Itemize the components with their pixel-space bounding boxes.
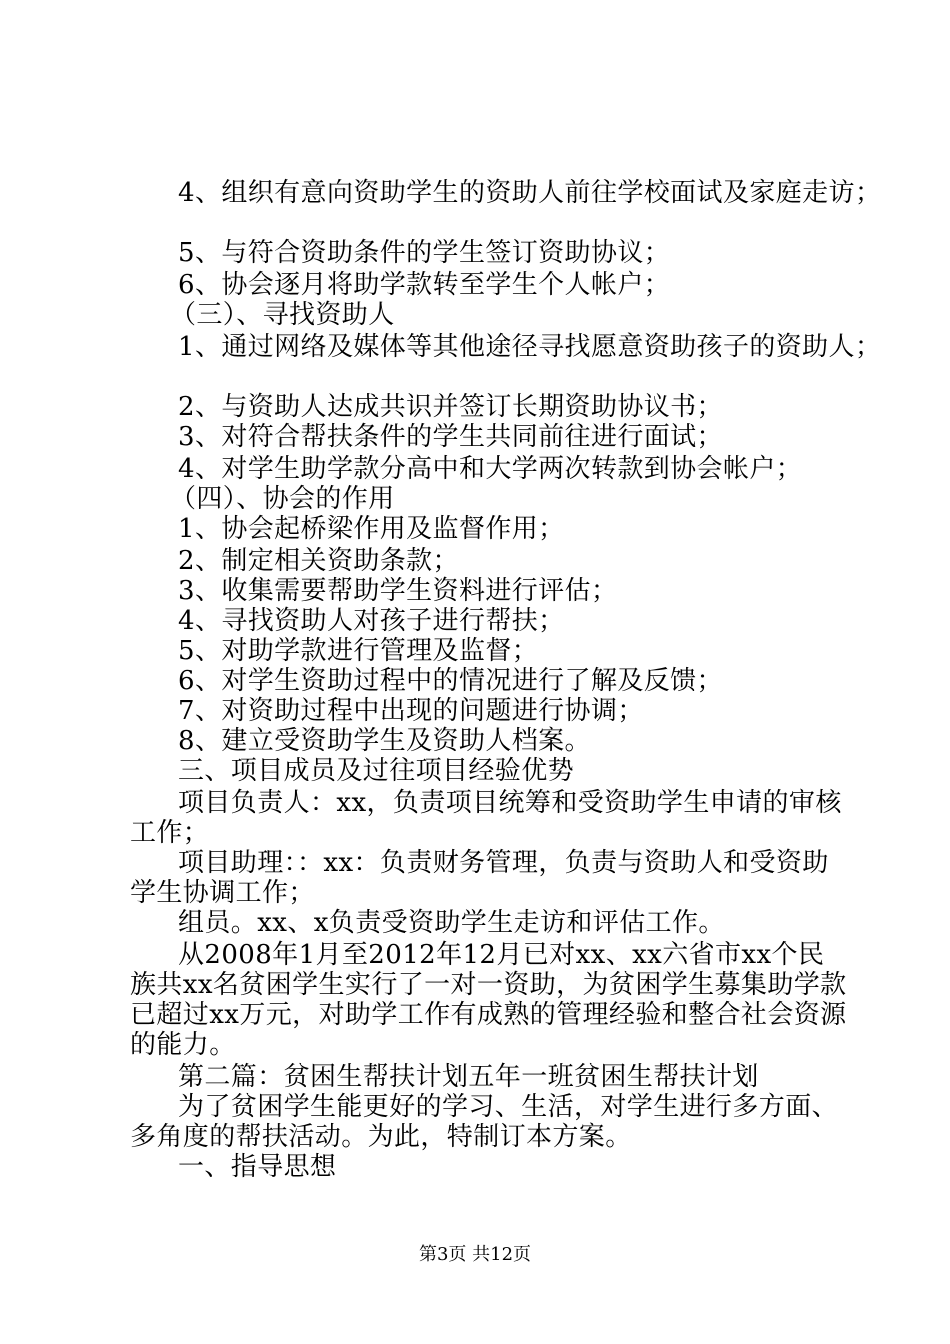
text-line: 6、对学生资助过程中的情况进行了解及反馈；: [178, 666, 723, 696]
text-line: 6、协会逐月将助学款转至学生个人帐户；: [178, 270, 671, 300]
text-line: 组员。xx、x负责受资助学生走访和评估工作。: [178, 908, 725, 938]
text-line: 1、协会起桥梁作用及监督作用；: [178, 514, 565, 544]
page-footer: 第3页 共12页: [418, 1244, 532, 1265]
text-line: 项目负责人：xx，负责项目统筹和受资助学生申请的审核: [178, 788, 842, 818]
text-line: 的能力。: [130, 1030, 236, 1060]
section-heading: （四）、协会的作用: [170, 484, 395, 514]
text-line: 从2008年1月至2012年12月已对xx、xx六省市xx个民: [178, 940, 825, 970]
text-line: 7、对资助过程中出现的问题进行协调；: [178, 696, 644, 726]
section-heading: 三、项目成员及过往项目经验优势: [178, 756, 575, 786]
text-line: 3、收集需要帮助学生资料进行评估；: [178, 576, 618, 606]
text-line: 4、寻找资助人对孩子进行帮扶；: [178, 606, 565, 636]
text-line: 学生协调工作；: [130, 878, 315, 908]
text-line: 2、与资助人达成共识并签订长期资助协议书；: [178, 392, 723, 422]
text-line: 项目助理：：xx：负责财务管理，负责与资助人和受资助: [178, 848, 829, 878]
text-line: 族共xx名贫困学生实行了一对一资助，为贫困学生募集助学款: [130, 970, 847, 1000]
section-heading: 一、指导思想: [178, 1152, 337, 1182]
text-line: 3、对符合帮扶条件的学生共同前往进行面试；: [178, 422, 723, 452]
text-line: 2、制定相关资助条款；: [178, 546, 459, 576]
text-line: 为了贫困学生能更好的学习、生活，对学生进行多方面、: [178, 1092, 839, 1122]
text-line: 1、通过网络及媒体等其他途径寻找愿意资助孩子的资助人；: [178, 332, 882, 362]
text-line: 8、建立受资助学生及资助人档案。: [178, 726, 591, 756]
section-heading: 第二篇：贫困生帮扶计划五年一班贫困生帮扶计划: [178, 1062, 759, 1092]
text-line: 多角度的帮扶活动。为此，特制订本方案。: [130, 1122, 632, 1152]
text-line: 5、与符合资助条件的学生签订资助协议；: [178, 238, 671, 268]
text-line: 已超过xx万元，对助学工作有成熟的管理经验和整合社会资源: [130, 1000, 847, 1030]
text-line: 4、对学生助学款分高中和大学两次转款到协会帐户；: [178, 454, 803, 484]
text-line: 5、对助学款进行管理及监督；: [178, 636, 539, 666]
text-line: 工作；: [130, 818, 210, 848]
text-line: 4、组织有意向资助学生的资助人前往学校面试及家庭走访；: [178, 178, 882, 208]
section-heading: （三）、寻找资助人: [170, 300, 395, 330]
